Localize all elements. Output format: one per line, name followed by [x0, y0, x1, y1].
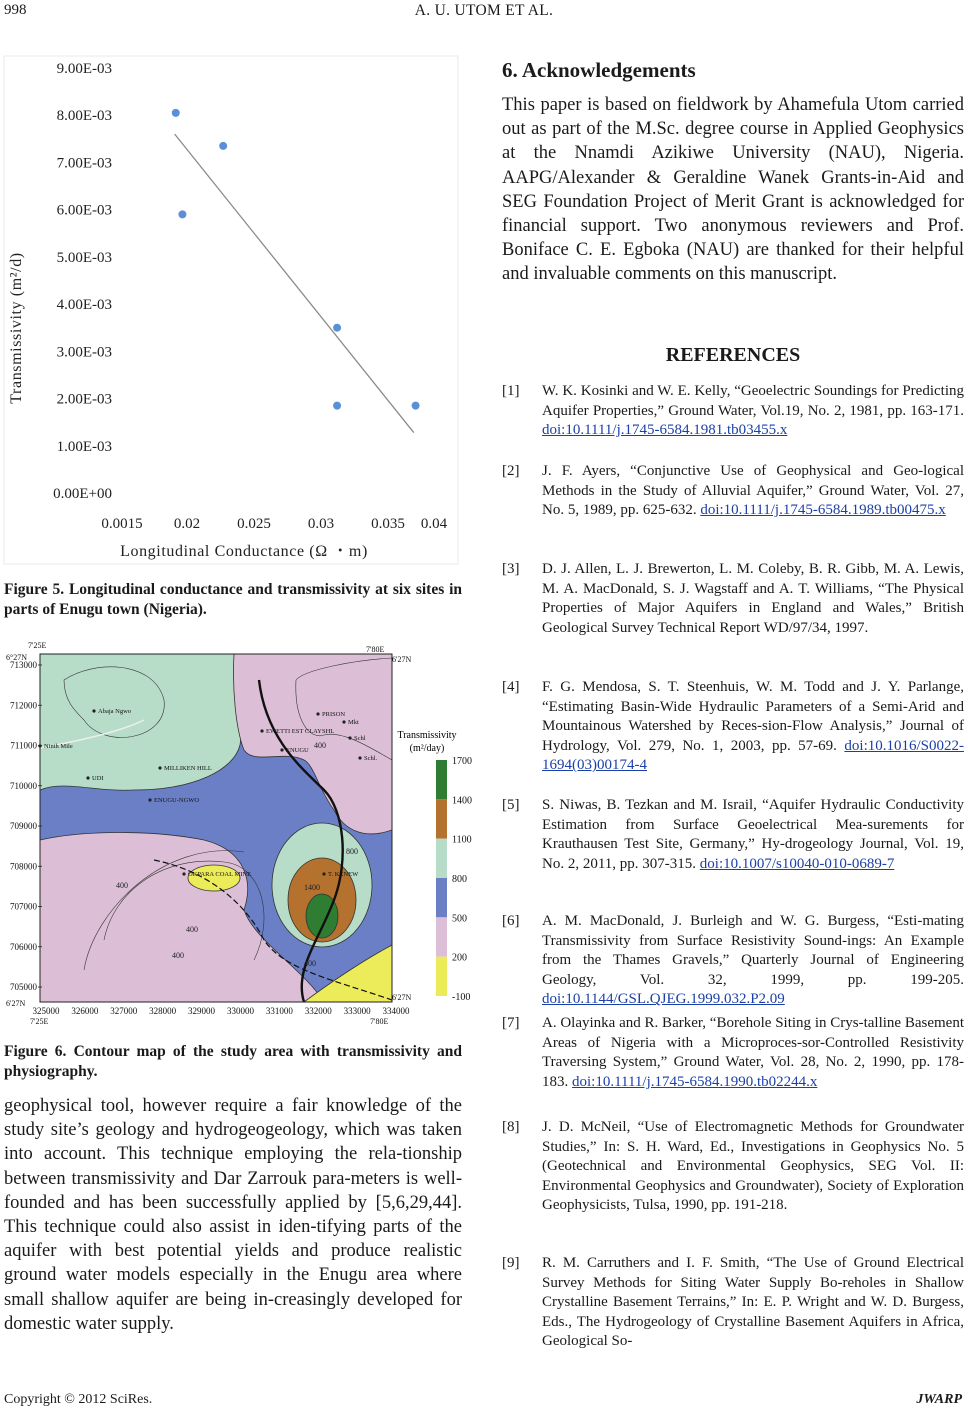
left-column-text — [4, 1094, 462, 1336]
corner-bl-lat: 6'27N — [6, 999, 26, 1008]
reference-doi-link[interactable]: doi:10.1111/j.1745-6584.1981.tb03455.x — [542, 422, 788, 439]
data-point — [333, 402, 341, 410]
reference-item — [502, 1014, 964, 1092]
reference-item — [502, 1254, 964, 1352]
map-x-label: 326000 — [71, 1006, 99, 1016]
map-y-label: 707000 — [10, 901, 37, 912]
contour-label: 1400 — [304, 883, 320, 892]
data-point — [333, 324, 341, 332]
map-x-label: 333000 — [343, 1006, 371, 1016]
data-point — [412, 402, 420, 410]
references-list — [502, 382, 964, 1382]
running-title: A. U. UTOM ET AL. — [414, 2, 554, 19]
figure6-map — [4, 640, 472, 1028]
figure6-caption: Figure 6. Contour map of the study area with transmissivity and physiography. — [4, 1043, 462, 1080]
y-tick-label: 7.00E-03 — [56, 155, 112, 172]
contour-label: 400 — [314, 741, 326, 750]
corner-tl-lat: 6°27N — [6, 653, 27, 662]
corner-tr-lat: 6'27N — [392, 655, 412, 664]
reference-number: [1] — [502, 383, 520, 399]
legend-level-label: -100 — [452, 992, 471, 1003]
reference-number: [2] — [502, 463, 520, 479]
map-x-label: 329000 — [188, 1006, 216, 1016]
x-tick-label: 0.0015 — [101, 516, 143, 532]
corner-br-lat: 6'27N — [392, 993, 412, 1002]
y-tick-label: 0.00E+00 — [53, 486, 112, 502]
page-number: 998 — [4, 2, 27, 18]
y-axis-label: Transmissivity (m²/d) — [8, 252, 25, 404]
place-label: MILLIKEN HILL — [164, 765, 212, 772]
reference-doi-link[interactable]: doi:10.1111/j.1745-6584.1990.tb02244.x — [572, 1073, 818, 1090]
y-tick-label: 1.00E-03 — [56, 438, 112, 455]
reference-number: [8] — [502, 1119, 520, 1135]
map-y-label: 709000 — [10, 821, 37, 831]
legend-swatch — [436, 878, 447, 917]
legend-level-label: 500 — [452, 913, 467, 925]
y-tick-label: 8.00E-03 — [56, 108, 112, 125]
place-label: ENUGU — [286, 747, 309, 754]
y-tick-label: 2.00E-03 — [56, 391, 112, 408]
reference-item — [502, 462, 964, 521]
reference-number: [3] — [502, 561, 520, 577]
place-label: ENUGU-NGWO — [154, 797, 200, 804]
map-x-label: 325000 — [32, 1006, 60, 1016]
reference-text: D. J. Allen, L. J. Brewerton, L. M. Coleby, B. R. Gibb, M. A. Lewis, M. A. MacDonald, S. J. Wagstaff and A. T. Williams, “The Physical Properties of Major Aquifers in England and Wales,” British Geological Survey Technical Report WD/97/34, 1997. — [542, 561, 964, 636]
place-label: Ninth Mile — [44, 743, 73, 750]
map-y-label: 713000 — [10, 660, 37, 670]
contour-label: 400 — [304, 959, 316, 968]
reference-item — [502, 382, 964, 441]
legend-level-label: 1100 — [452, 834, 472, 846]
map-y-label: 708000 — [10, 861, 37, 872]
reference-doi-link[interactable]: doi:10.1144/GSL.QJEG.1999.032.P2.09 — [542, 991, 785, 1008]
map-y-label: 712000 — [10, 700, 37, 711]
legend-title: Transmissivity — [397, 730, 457, 741]
map-x-label: 331000 — [265, 1006, 293, 1016]
y-tick-label: 6.00E-03 — [56, 202, 112, 219]
map-x-label: 330000 — [226, 1006, 254, 1016]
footer-journal: JWARP — [916, 1392, 962, 1407]
place-marker — [348, 736, 351, 739]
reference-number: [5] — [502, 797, 520, 813]
place-label: Schl — [354, 735, 366, 742]
x-axis-label: Longitudinal Conductance (Ω ・m) — [120, 543, 368, 560]
x-tick-label: 0.025 — [237, 516, 271, 532]
references-title-block — [502, 344, 964, 367]
legend-swatch — [436, 839, 447, 878]
x-tick-label: 0.03 — [307, 516, 335, 532]
reference-item — [502, 678, 964, 776]
reference-number: [6] — [502, 913, 520, 929]
data-point — [219, 142, 227, 150]
legend-swatch — [436, 799, 447, 838]
place-marker — [86, 776, 89, 779]
legend-level-label: 1700 — [452, 756, 472, 767]
place-marker — [342, 720, 345, 723]
map-y-label: 710000 — [10, 780, 37, 791]
place-label: EWETTI EST CLAYSHL — [266, 728, 335, 735]
place-label: UDI — [92, 775, 104, 782]
reference-number: [7] — [502, 1015, 520, 1031]
corner-tr-lon: 7'80E — [366, 645, 385, 654]
data-point — [178, 210, 186, 218]
y-tick-label: 3.00E-03 — [56, 344, 112, 361]
footer-copyright: Copyright © 2012 SciRes. — [4, 1392, 153, 1407]
reference-doi-link[interactable]: doi:10.1111/j.1745-6584.1989.tb00475.x — [700, 502, 946, 519]
y-tick-label: 9.00E-03 — [56, 61, 112, 77]
legend-swatch — [436, 917, 447, 956]
place-marker — [322, 872, 325, 875]
place-marker — [38, 744, 41, 747]
data-point — [172, 109, 180, 117]
map-y-label: 705000 — [10, 982, 37, 992]
legend-level-label: 1400 — [452, 795, 472, 807]
reference-item — [502, 560, 964, 638]
reference-text: J. F. Ayers, “Conjunctive Use of Geophysical and Geo-logical Methods in the Study of Alluvial Aquifer,” Ground Water, Vol. 27, No. 5, 1989, pp. 625-632. doi:10.1111/j.1745-6584.1989.tb00475.x — [542, 463, 964, 519]
map-x-label: 332000 — [304, 1006, 332, 1016]
acknowledgements-text: This paper is based on fieldwork by Ahamefula Utom carried out as part of the M.Sc. degree course in Applied Geophysics at the Nnamdi Azikiwe University (NAU), Nigeria. AAPG/Alexander & Geraldine Wanek Grants-in-Aid and SEG Foundation Project of Merit Grant is acknowledged for financial support. Two anonymous reviewers and Prof. Boniface C. E. Egboka (NAU) are thanked for their helpful and invaluable comments on this manuscript. — [502, 95, 964, 285]
place-label: Abaja Ngwo — [98, 708, 132, 715]
x-tick-label: 0.035 — [371, 516, 405, 532]
reference-item — [502, 796, 964, 874]
place-marker — [358, 756, 361, 759]
place-label: PRISON — [322, 711, 346, 718]
place-marker — [148, 798, 151, 801]
map-x-label: 334000 — [382, 1006, 410, 1016]
legend-level-label: 800 — [452, 874, 467, 885]
y-tick-label: 5.00E-03 — [56, 249, 112, 266]
map-x-label: 327000 — [110, 1006, 138, 1016]
figure5-chart — [4, 56, 458, 564]
figure5-caption: Figure 5. Longitudinal conductance and transmissivity at six sites in parts of Enugu town (Nigeria). — [4, 581, 462, 618]
contour-label: 400 — [186, 925, 198, 934]
reference-doi-link[interactable]: doi:10.1016/S0022-1694(03)00174-4 — [542, 737, 964, 774]
place-marker — [260, 729, 263, 732]
corner-tl-lon: 7'25E — [28, 641, 47, 650]
contour-label: 800 — [346, 847, 358, 856]
reference-text: J. D. McNeil, “Use of Electromagnetic Methods for Groundwater Studies,” In: S. H. Ward, Ed., Investigations in Geophysics No. 5 (Geotechnical and Environmental Geophysics, SEG Vol. II: Environmental Geophysics and Groundwater), Society of Exploration Geophysicists, Tulsa, 1990, pp. 191-218. — [542, 1119, 964, 1214]
place-label: T. KENEW — [328, 871, 359, 878]
map-y-label: 706000 — [10, 941, 37, 952]
corner-br-lon: 7'80E — [370, 1017, 389, 1026]
legend-unit: (m²/day) — [409, 743, 445, 754]
body-paragraph: geophysical tool, however require a fair knowledge of the study site’s geology and hydrogeogeology, which was taken into account. This technique employing the rela-tionship between transmissivity and Dar Zarrouk para-meters is well-founded and has been successfully applied by [5,6,29,44]. This technique could also assist in iden-tifying parts of the aquifer with best potential yields and produce realistic ground water models especially in the Enugu area where small shallow aquifer are being in-creasingly developed for domestic water supply. — [4, 1096, 462, 1334]
corner-bl-lon: 7'25E — [30, 1017, 49, 1026]
place-marker — [316, 712, 319, 715]
place-marker — [280, 748, 283, 751]
reference-text: F. G. Mendosa, S. T. Steenhuis, W. M. Todd and J. Y. Parlange, “Estimating Basin-Wide Hydraulic Parameters of a Semi-Arid and Mountainous Watershed by Reces-sion-Flow Analysis,” Journal of Hydrology, Vol. 279, No. 1, 2003, pp. 57-69. doi:10.1016/S0022-1694(03)00174-4 — [542, 679, 964, 774]
figure5-caption-block — [4, 580, 462, 620]
place-marker — [182, 872, 185, 875]
references-title: REFERENCES — [665, 344, 801, 366]
reference-text: W. K. Kosinki and W. E. Kelly, “Geoelectric Soundings for Predicting Aquifer Properties,” Ground Water, Vol.19, No. 2, 1981, pp. 163-171. doi:10.1111/j.1745-6584.1981.tb03455.x — [542, 383, 964, 439]
place-marker — [158, 766, 161, 769]
reference-text: A. M. MacDonald, J. Burleigh and W. G. Burgess, “Esti-mating Transmissivity from Surface Resistivity Sound-ings: An Example from the Thames Gravels,” Quarterly Journal of Engineering Geology, Vol. 32, 1999, pp. 199-205. doi:10.1144/GSL.QJEG.1999.032.P2.09 — [542, 913, 964, 1008]
acknowledgements-title: 6. Acknowledgements — [502, 58, 696, 82]
acknowledgements-section — [502, 58, 964, 287]
reference-item — [502, 1118, 964, 1216]
map-y-label: 711000 — [10, 740, 37, 751]
reference-number: [9] — [502, 1255, 520, 1271]
place-label: Schl. — [364, 755, 378, 762]
reference-doi-link[interactable]: doi:10.1007/s10040-010-0689-7 — [699, 855, 895, 872]
place-label: OKPARA COAL MINE — [188, 871, 252, 878]
x-tick-label: 0.04 — [420, 516, 448, 532]
reference-number: [4] — [502, 679, 520, 695]
reference-text: A. Olayinka and R. Barker, “Borehole Siting in Crys-talline Basement Areas of Nigeria with a Microproces-sor-Controlled Resistivity Traversing System,” Ground Water, Vol. 28, No. 2, 1990, pp. 178-183. doi:10.1111/j.1745-6584.1990.tb02244.x — [542, 1015, 964, 1090]
x-tick-label: 0.02 — [173, 516, 201, 532]
figure6-caption-block — [4, 1042, 462, 1082]
place-marker — [92, 709, 95, 712]
y-tick-label: 4.00E-03 — [56, 297, 112, 314]
legend-level-label: 200 — [452, 952, 467, 964]
contour-label: 400 — [172, 951, 184, 960]
legend-swatch — [436, 957, 447, 996]
reference-text: S. Niwas, B. Tezkan and M. Israil, “Aquifer Hydraulic Conductivity Estimation from Surface Geoelectrical Mea-surements for Krauthausen Test Site, Germany,” Hy-drogeology Journal, Vol. 19, No. 2, 2011, pp. 307-315. doi:10.1007/s10040-010-0689-7 — [542, 797, 964, 872]
legend-swatch — [436, 760, 447, 799]
map-x-label: 328000 — [149, 1006, 177, 1016]
reference-item — [502, 912, 964, 1010]
place-label: Mkt — [348, 719, 359, 726]
reference-text: R. M. Carruthers and I. F. Smith, “The Use of Ground Electrical Survey Methods for Siting Water Supply Bo-reholes in Shallow Crystalline Basement Terrains,” In: E. P. Wright and W. D. Burgess, Eds., The Hydrogeology of Crystalline Basement Aquifers in Africa, Geological So- — [542, 1255, 964, 1350]
contour-label: 400 — [116, 881, 128, 890]
